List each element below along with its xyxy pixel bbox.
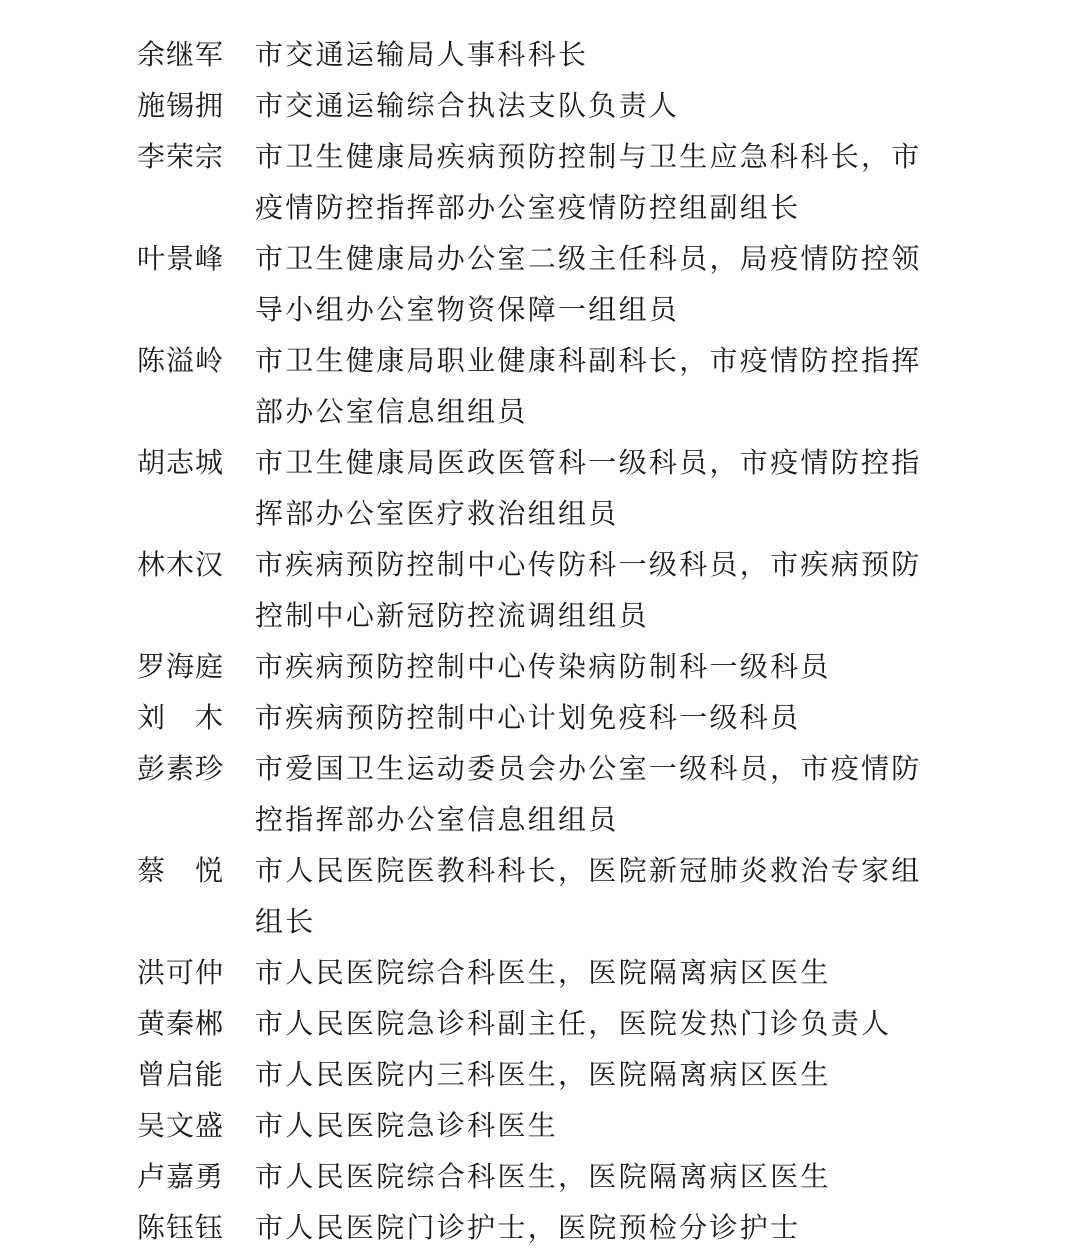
person-name: 彭素珍	[137, 752, 225, 785]
person-name: 黄秦郴	[137, 1007, 225, 1040]
list-item	[0, 743, 1080, 845]
person-name: 蔡悦	[137, 854, 254, 887]
person-position: 市人民医院综合科医生，医院隔离病区医生	[255, 956, 831, 989]
person-position: 市人民医院医教科科长，医院新冠肺炎救治专家组组长	[255, 854, 922, 938]
list-item	[0, 335, 1080, 437]
list-item	[0, 998, 1080, 1049]
person-position: 市卫生健康局医政医管科一级科员，市疫情防控指挥部办公室医疗救治组组员	[255, 446, 922, 530]
list-item	[0, 29, 1080, 80]
list-item	[0, 539, 1080, 641]
person-position: 市疾病预防控制中心计划免疫科一级科员	[255, 701, 801, 734]
list-item	[0, 233, 1080, 335]
person-position: 市人民医院急诊科副主任，医院发热门诊负责人	[255, 1007, 892, 1040]
list-item	[0, 1049, 1080, 1100]
person-position: 市卫生健康局职业健康科副科长，市疫情防控指挥部办公室信息组组员	[255, 344, 922, 428]
person-position: 市爱国卫生运动委员会办公室一级科员，市疫情防控指挥部办公室信息组组员	[255, 752, 922, 836]
person-name: 叶景峰	[137, 242, 225, 275]
person-name: 余继军	[137, 38, 225, 71]
person-position: 市人民医院综合科医生，医院隔离病区医生	[255, 1160, 831, 1193]
person-position: 市交通运输综合执法支队负责人	[255, 89, 680, 122]
person-name: 曾启能	[137, 1058, 225, 1091]
person-position: 市卫生健康局疾病预防控制与卫生应急科科长，市疫情防控指挥部办公室疫情防控组副组长	[255, 140, 922, 224]
list-item	[0, 1202, 1080, 1253]
list-item	[0, 437, 1080, 539]
list-item	[0, 947, 1080, 998]
personnel-list	[0, 29, 1080, 1253]
list-item	[0, 80, 1080, 131]
list-item	[0, 131, 1080, 233]
list-item	[0, 692, 1080, 743]
person-position: 市人民医院急诊科医生	[255, 1109, 559, 1142]
person-position: 市疾病预防控制中心传染病防制科一级科员	[255, 650, 831, 683]
person-name: 刘木	[137, 701, 254, 734]
person-name: 洪可仲	[137, 956, 225, 989]
person-position: 市交通运输局人事科科长	[255, 38, 589, 71]
list-item	[0, 1100, 1080, 1151]
person-name: 陈钰钰	[137, 1211, 225, 1244]
list-item	[0, 641, 1080, 692]
person-name: 陈溢岭	[137, 344, 225, 377]
list-item	[0, 845, 1080, 947]
person-name: 卢嘉勇	[137, 1160, 225, 1193]
person-name: 林木汉	[137, 548, 225, 581]
person-position: 市卫生健康局办公室二级主任科员，局疫情防控领导小组办公室物资保障一组组员	[255, 242, 922, 326]
person-position: 市人民医院内三科医生，医院隔离病区医生	[255, 1058, 831, 1091]
person-name: 施锡拥	[137, 89, 225, 122]
person-name: 罗海庭	[137, 650, 225, 683]
person-name: 胡志城	[137, 446, 225, 479]
person-position: 市人民医院门诊护士，医院预检分诊护士	[255, 1211, 801, 1244]
person-name: 吴文盛	[137, 1109, 225, 1142]
list-item	[0, 1151, 1080, 1202]
person-position: 市疾病预防控制中心传防科一级科员，市疾病预防控制中心新冠防控流调组组员	[255, 548, 922, 632]
person-name: 李荣宗	[137, 140, 225, 173]
